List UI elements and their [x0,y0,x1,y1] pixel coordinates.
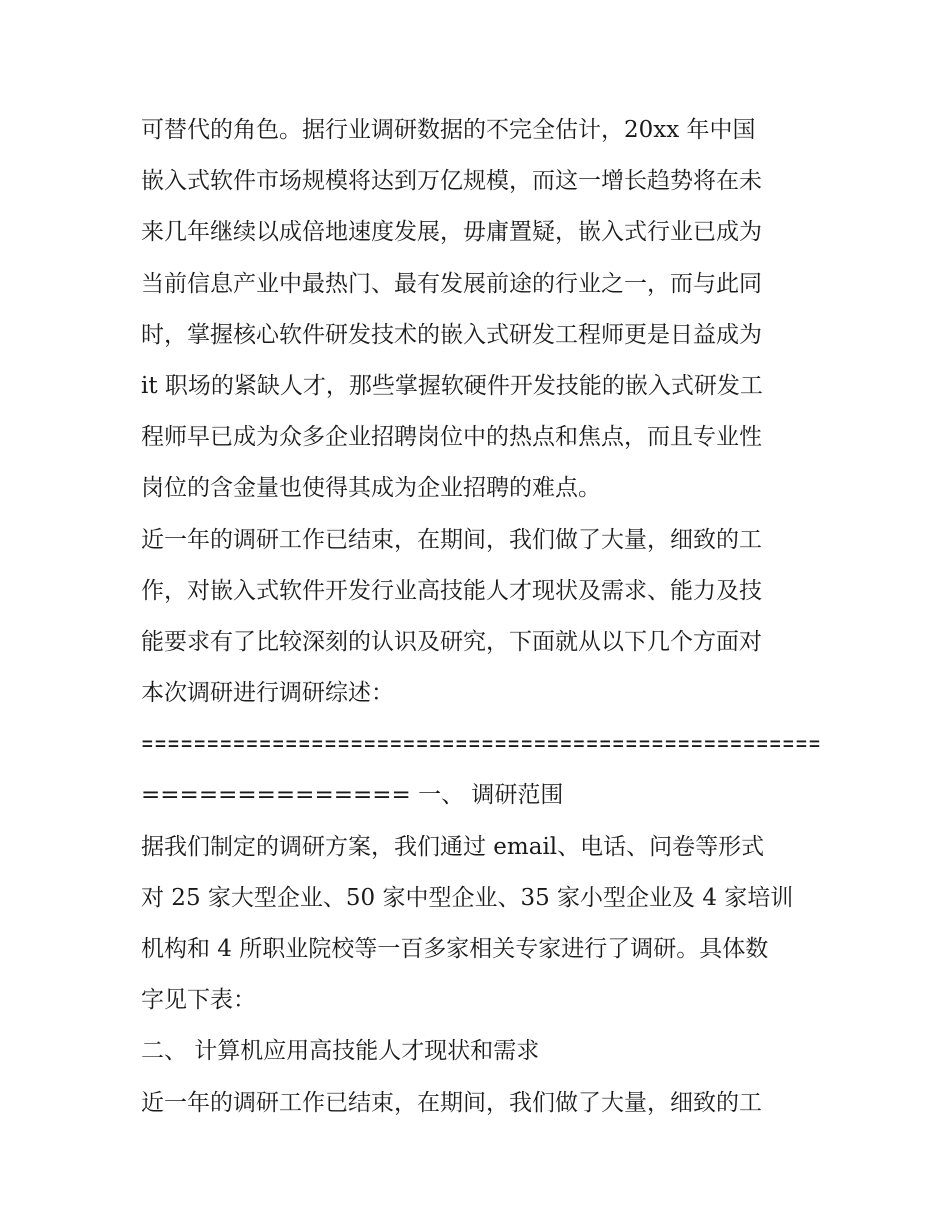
text-line: 近一年的调研工作已结束，在期间，我们做了大量，细致的工 [141,1089,762,1116]
text-line: 据我们制定的调研方案，我们通过 email、电话、问卷等形式 [141,833,765,860]
text-line: 本次调研进行调研综述： [141,680,394,707]
text-line: 机构和 4 所职业院校等一百多家相关专家进行了调研。具体数 [141,936,769,962]
text-line: 字见下表： [141,987,256,1014]
body-text [141,105,821,1129]
text-line: 近一年的调研工作已结束，在期间，我们做了大量，细致的工 [141,526,762,553]
section-heading-research-scope: ============== 一、 调研范围 [141,782,564,809]
section-heading-talent-status: 二、 计算机应用高技能人才现状和需求 [141,1038,540,1065]
text-line: 程师早已成为众多企业招聘岗位中的热点和焦点，而且专业性 [141,424,762,451]
text-line: 能要求有了比较深刻的认识及研究，下面就从以下几个方面对 [141,628,762,655]
text-line: 作，对嵌入式软件开发行业高技能人才现状及需求、能力及技 [141,577,762,604]
text-line: 嵌入式软件市场规模将达到万亿规模，而这一增长趋势将在未 [141,168,762,195]
text-line: 来几年继续以成倍地速度发展，毋庸置疑，嵌入式行业已成为 [141,219,762,246]
text-line: 可替代的角色。据行业调研数据的不完全估计，20xx 年中国 [141,117,756,143]
text-line: it 职场的紧缺人才，那些掌握软硬件开发技能的嵌入式研发工 [141,372,763,399]
separator-line: ==================================================== [141,731,822,758]
text-line: 当前信息产业中最热门、最有发展前途的行业之一，而与此同 [141,270,762,297]
text-line: 时，掌握核心软件研发技术的嵌入式研发工程师更是日益成为 [141,321,762,348]
text-line: 岗位的含金量也使得其成为企业招聘的难点。 [141,475,601,502]
text-line: 对 25 家大型企业、50 家中型企业、35 家小型企业及 4 家培训 [141,884,794,911]
